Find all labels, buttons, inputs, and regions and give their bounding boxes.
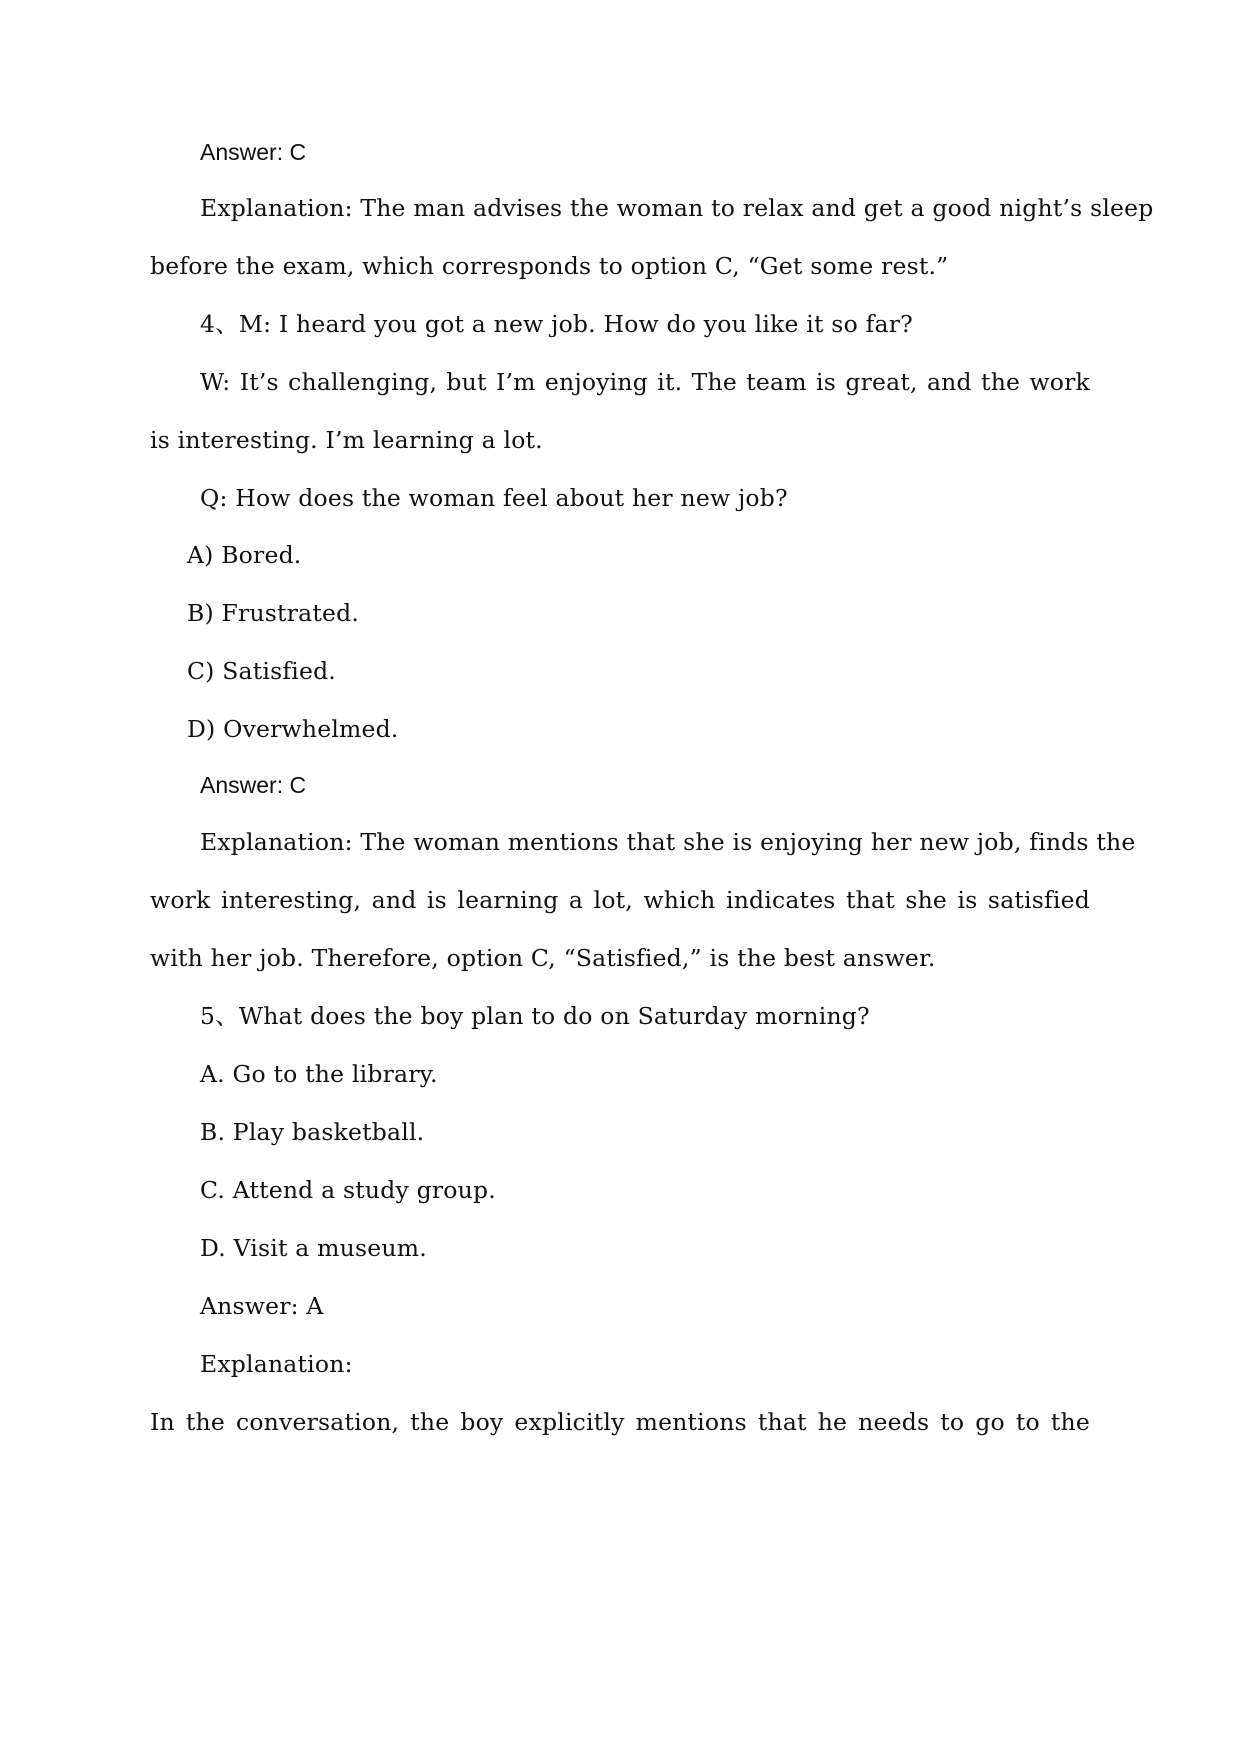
answer-line: Answer: C xyxy=(200,772,307,798)
explanation-line: with her job. Therefore, option C, “Satisfied,” is the best answer. xyxy=(150,944,936,972)
question-line: 5、What does the boy plan to do on Saturday morning? xyxy=(200,1002,870,1030)
explanation-line: Explanation: The woman mentions that she is enjoying her new job, finds the xyxy=(200,828,1136,856)
answer-line: Answer: A xyxy=(200,1292,324,1320)
dialogue-line: W: It’s challenging, but I’m enjoying it. The team is great, and the work xyxy=(200,368,1090,396)
dialogue-line: is interesting. I’m learning a lot. xyxy=(150,426,543,454)
explanation-line: work interesting, and is learning a lot, which indicates that she is satisfied xyxy=(150,886,1090,914)
option-line: B) Frustrated. xyxy=(187,599,359,627)
explanation-line: before the exam, which corresponds to option C, “Get some rest.” xyxy=(150,252,949,280)
option-line: A) Bored. xyxy=(187,541,302,569)
option-line: B. Play basketball. xyxy=(200,1118,425,1146)
explanation-line: In the conversation, the boy explicitly mentions that he needs to go to the xyxy=(150,1408,1090,1436)
option-line: A. Go to the library. xyxy=(200,1060,438,1088)
option-line: C) Satisfied. xyxy=(187,657,336,685)
option-line: D) Overwhelmed. xyxy=(187,715,399,743)
question-line: Q: How does the woman feel about her new job? xyxy=(200,484,788,512)
option-line: D. Visit a museum. xyxy=(200,1234,427,1262)
explanation-label: Explanation: xyxy=(200,1350,353,1378)
question-line: 4、M: I heard you got a new job. How do you like it so far? xyxy=(200,310,913,338)
option-line: C. Attend a study group. xyxy=(200,1176,496,1204)
answer-line: Answer: C xyxy=(200,139,307,165)
explanation-line: Explanation: The man advises the woman to relax and get a good night’s sleep xyxy=(200,194,1154,222)
